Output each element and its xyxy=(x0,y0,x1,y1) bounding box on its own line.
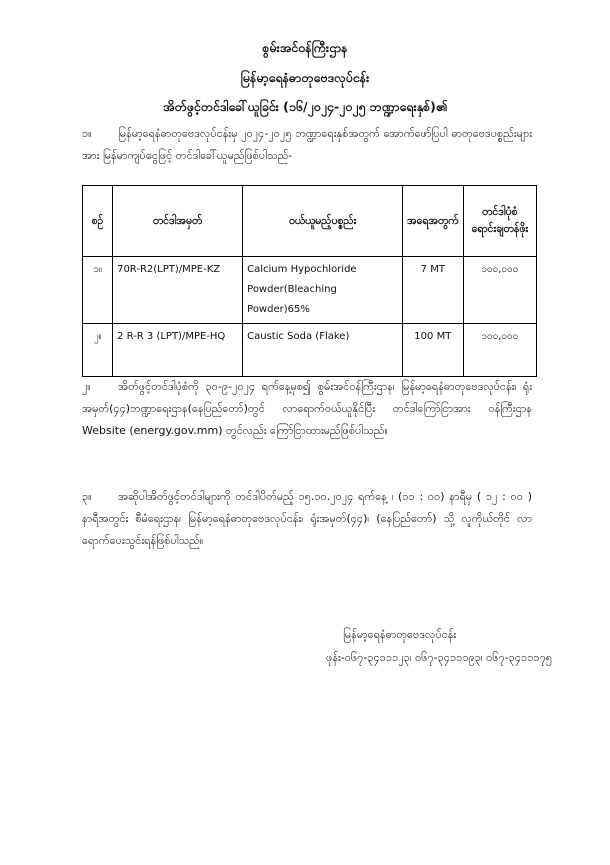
row-form-price: ၁၀၀,၀၀၀ xyxy=(463,257,536,324)
header-no: စဉ် xyxy=(83,186,113,257)
footer-organization: မြန်မာ့ရေနံဓာတုဗေဒလုပ်ငန်း xyxy=(343,628,457,641)
header-tender-number: တင်ဒါအမှတ် xyxy=(113,186,243,257)
tender-items-table xyxy=(82,185,537,377)
paragraph-text: မြန်မာ့ရေနံဓာတုဗေဒလုပ်ငန်းမှ ၂၀၂၄-၂၀၂၅ ဘဏ္ဍာရေးနှစ်အတွက် အောက်ဖော်ပြပါ ဓာတုဗေဒပစ္စည်းများအား မြန်မာကျပ်ငွေဖြင့် တင်ဒါခေါ်ယူမည်ဖြစ်ပါသည်- xyxy=(82,127,532,162)
row-quantity: 100 MT xyxy=(403,324,464,377)
row-quantity: 7 MT xyxy=(403,257,464,324)
row-item: Caustic Soda (Flake) xyxy=(243,324,403,377)
row-no: ၂။ xyxy=(83,324,113,377)
paragraph-number: ၁။ xyxy=(82,127,92,140)
intro-paragraph xyxy=(82,123,532,167)
row-form-price: ၁၀၀,၀၀၀ xyxy=(463,324,536,377)
ministry-title: စွမ်းအင်ဝန်ကြီးဌာန xyxy=(262,40,348,55)
row-tender-number: 2 R-R 3 (LPT)/MPE-HQ xyxy=(113,324,243,377)
table-row xyxy=(83,257,537,324)
row-tender-number: 70R-R2(LPT)/MPE-KZ xyxy=(113,257,243,324)
footer-phone-numbers: ဖုန်း-၀၆၇-၃၄၁၁၁၂၃၊ ၀၆၇-၃၄၁၁၁၉၃၊ ၀၆၇-၃၄၁၁၁၇၅ xyxy=(326,651,552,664)
header-quantity: အရေအတွက် xyxy=(403,186,464,257)
paragraph-text: အဆိုပါအိတ်ဖွင့်တင်ဒါများကို တင်ဒါပိတ်မည့် ၁၅.၁၀.၂၀၂၄ ရက်နေ့ ၊ (၁၁ : ၀၀) နာရီမှ ( ၁၂ : ၀၀ ) နာရီအတွင်း စီမံရေးဌာန၊ မြန်မာ့ရေနံဓာတုဗေဒလုပ်ငန်း၊ ရုံးအမှတ်(၄၄)၊ (နေပြည်တော်) သို့ လူကိုယ်တိုင် လာရောက်ပေးသွင်းရန်ဖြစ်ပါသည်။ xyxy=(82,490,532,547)
submission-info-paragraph xyxy=(82,486,532,552)
purchase-info-paragraph xyxy=(82,376,532,442)
table-header-row xyxy=(83,186,537,257)
notice-title: အိတ်ဖွင့်တင်ဒါခေါ်ယူခြင်း (၁၆/၂၀၂၄-၂၀၂၅ ဘဏ္ဍာရေးနှစ်)၏ xyxy=(162,99,447,114)
paragraph-number: ၂။ xyxy=(82,380,91,393)
paragraph-number: ၃။ xyxy=(82,490,92,503)
header-item: ဝယ်ယူမည့်ပစ္စည်း xyxy=(243,186,403,257)
header-form-price: တင်ဒါပုံစံရောင်းချတန်ဖိုး xyxy=(463,186,536,257)
row-no: ၁။ xyxy=(83,257,113,324)
enterprise-title: မြန်မာ့ရေနံဓာတုဗေဒလုပ်ငန်း xyxy=(240,70,370,85)
table-row xyxy=(83,324,537,377)
paragraph-text: အိတ်ဖွင့်တင်ဒါပုံစံကို ၃၀-၉-၂၀၂၄ ရက်နေ့မှစ၍ စွမ်းအင်ဝန်ကြီးဌာန၊ မြန်မာ့ရေနံဓာတုဗေဒလုပ်ငန်း၊ ရုံးအမှတ်(၄၄)ဘဏ္ဍာရေးဌာန(နေပြည်တော်)တွင် လာရောက်ဝယ်ယူနိုင်ပြီး တင်ဒါကြော်ငြာအား ဝန်ကြီးဌာန Website (energy.gov.mm) တွင်လည်း ကြော်ငြာထားမည်ဖြစ်ပါသည်။ xyxy=(82,380,532,437)
row-item: Calcium Hypochloride Powder(Bleaching Powder)65% xyxy=(243,257,403,324)
